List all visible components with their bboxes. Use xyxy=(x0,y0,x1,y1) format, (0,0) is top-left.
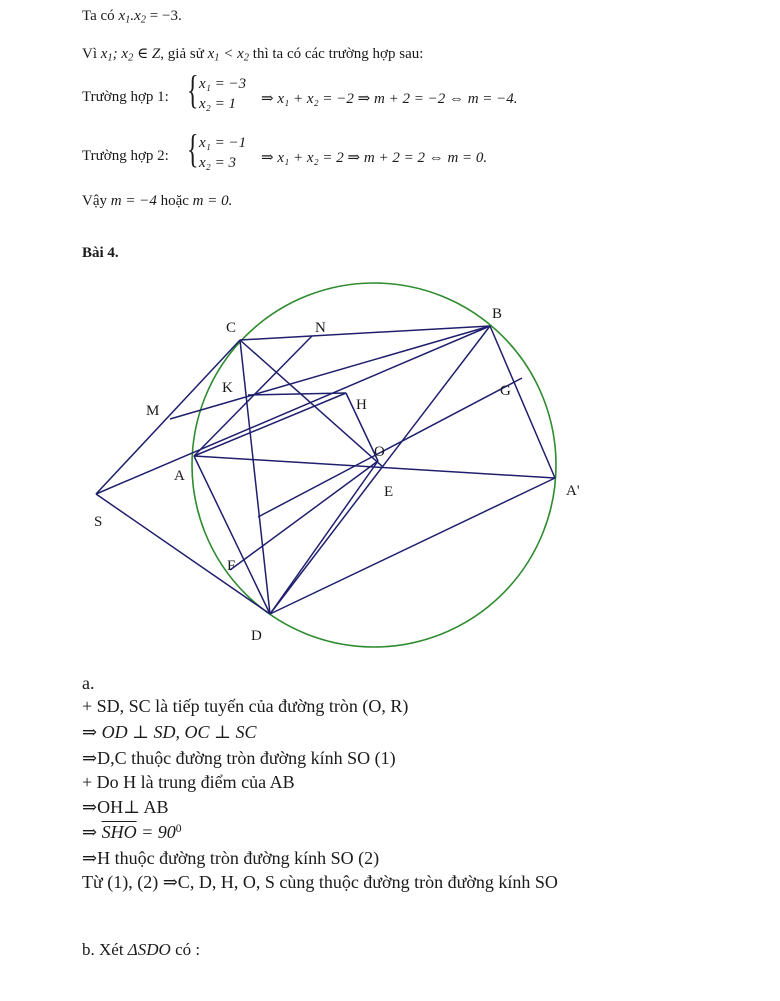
label-c: C xyxy=(226,320,237,336)
geometry-diagram xyxy=(0,270,780,660)
part-a-line-5: ⇒OH⊥ AB xyxy=(82,797,169,817)
line-product: Ta có $x_1.x_2 = -3$. xyxy=(82,8,182,26)
part-b: b. Xét ΔSDO có : xyxy=(82,940,201,959)
part-a-label: a. xyxy=(82,673,95,693)
circle-o xyxy=(192,283,556,647)
problem-title: Bài 4. xyxy=(82,245,119,261)
label-f: F xyxy=(227,558,236,574)
part-a-line-1: + SD, SC là tiếp tuyến của đường tròn (O, R) xyxy=(82,696,409,716)
line-integer-assumption: Vì $x_1$; $x_2$ ∈ Z, giả sử $x_1 < x_2$ thì ta có các trường hợp sau: xyxy=(82,46,424,64)
label-o: O xyxy=(374,444,385,460)
system-case-2: x₁ = −1 x₂ = 3 xyxy=(199,135,247,171)
label-a: A xyxy=(174,468,185,484)
part-a-line-7: ⇒H thuộc đường tròn đường kính SO (2) xyxy=(82,848,380,868)
conclusion: Vậy m = −4 hoặc m = 0. xyxy=(82,193,233,209)
case-1-result: ⇒ x₁ + x₂ = −2 ⇒ m + 2 = −2 ⇔ m = −4. xyxy=(261,91,518,107)
case-1: Trường hợp 1: xyxy=(82,89,169,105)
label-d: D xyxy=(251,628,262,644)
part-a-line-4: + Do H là trung điểm của AB xyxy=(82,772,295,792)
label-k: K xyxy=(222,380,233,396)
case-2-result: ⇒ x₁ + x₂ = 2 ⇒ m + 2 = 2 ⇔ m = 0. xyxy=(261,150,488,166)
label-a-prime: A' xyxy=(566,483,580,499)
system-case-1: x₁ = −3 x₂ = 1 xyxy=(199,76,247,112)
brace-case-1: { xyxy=(187,67,199,112)
label-g: G xyxy=(500,383,511,399)
part-a-line-2: ⇒ OD ⊥ SD, OC ⊥ SC xyxy=(82,722,257,742)
label-s: S xyxy=(94,514,103,530)
part-a-line-6: ⇒ $\overline{SHO} = 90^0$ xyxy=(82,822,182,842)
label-h: H xyxy=(356,397,367,413)
label-n: N xyxy=(315,320,326,336)
case-2: Trường hợp 2: xyxy=(82,148,169,164)
angle-sho: $\overline{SHO}$ xyxy=(101,822,137,842)
label-m: M xyxy=(146,403,160,419)
part-a-line-3: ⇒D,C thuộc đường tròn đường kính SO (1) xyxy=(82,748,396,768)
label-e: E xyxy=(384,484,394,500)
label-b: B xyxy=(492,306,503,322)
brace-case-2: { xyxy=(187,126,199,171)
part-a-line-8: Từ (1), (2) ⇒C, D, H, O, S cùng thuộc đường tròn đường kính SO xyxy=(82,872,558,892)
